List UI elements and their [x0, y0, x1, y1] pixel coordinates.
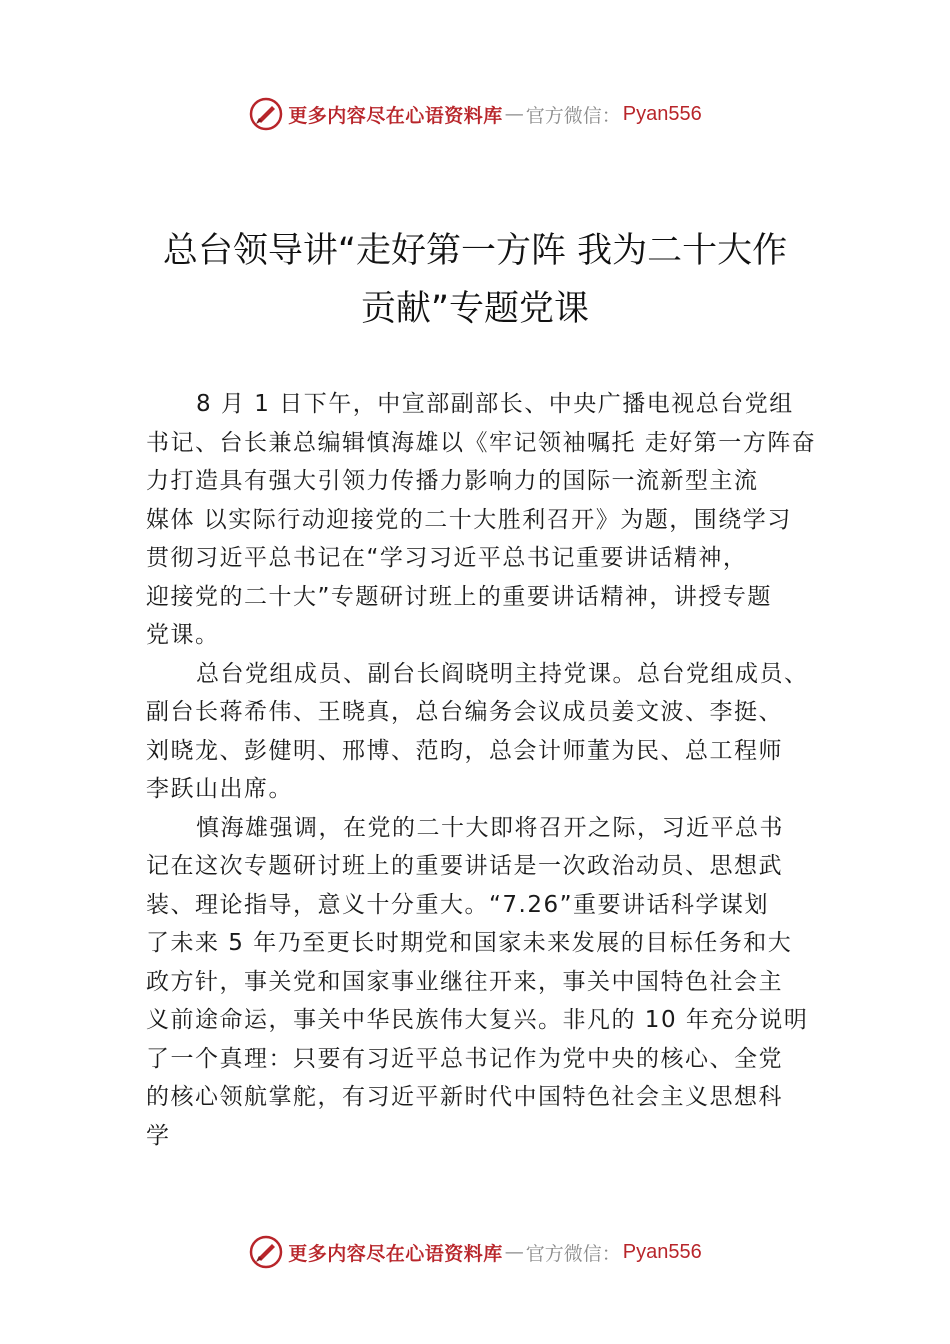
text-line: 贯彻习近平总书记在“学习习近平总书记重要讲话精神，	[146, 545, 748, 571]
footer-banner	[0, 1230, 950, 1274]
logo-icon	[248, 1234, 284, 1270]
article-body	[146, 385, 817, 1155]
text-line: 李跃山出席。	[146, 776, 293, 802]
text-line: 学	[146, 1122, 171, 1149]
text-line: 力打造具有强大引领力传播力影响力的国际一流新型主流	[146, 468, 759, 494]
text-line: 政方针，事关党和国家事业继往开来，事关中国特色社会主	[146, 968, 783, 995]
logo-icon	[248, 96, 284, 132]
text-line: 了一个真理：只要有习近平总书记作为党中央的核心、全党	[146, 1045, 783, 1072]
text-line: 刘晓龙、彭健明、邢博、范昀，总会计师董为民、总工程师	[146, 737, 783, 764]
banner-wechat-id: Pyan556	[622, 102, 702, 125]
header-banner	[0, 92, 950, 136]
banner-dash: —	[504, 103, 524, 125]
text-line: 书记、台长兼总编辑慎海雄以《牢记领袖嘱托 走好第一方阵奋	[146, 429, 817, 456]
text-line: 的核心领航掌舵，有习近平新时代中国特色社会主义思想科	[146, 1084, 783, 1110]
text-line: 记在这次专题研讨班上的重要讲话是一次政治动员、思想武	[146, 853, 783, 879]
banner-text: 更多内容尽在心语资料库	[288, 104, 503, 127]
title-line-2: 贡献”专题党课	[360, 289, 590, 329]
text-line: 总台党组成员、副台长阎晓明主持党课。总台党组成员、	[196, 660, 809, 687]
text-line: 装、理论指导，意义十分重大。“7.26”重要讲话科学谋划	[146, 891, 770, 918]
text-line: 了未来 5 年乃至更长时期党和国家未来发展的目标任务和大	[146, 930, 793, 956]
text-line: 党课。	[146, 622, 220, 648]
page-title	[140, 222, 810, 338]
text-line: 迎接党的二十大”专题研讨班上的重要讲话精神，讲授专题	[146, 583, 772, 610]
text-line: 媒体 以实际行动迎接党的二十大胜利召开》为题，围绕学习	[146, 506, 792, 533]
paragraph-3	[146, 809, 809, 1156]
banner-text: 更多内容尽在心语资料库	[288, 1242, 503, 1265]
banner-wechat-label: 官方微信：	[525, 1242, 621, 1265]
banner-wechat-id: Pyan556	[622, 1240, 702, 1263]
paragraph-1	[146, 385, 817, 655]
banner-wechat-label: 官方微信：	[525, 104, 621, 127]
text-line: 义前途命运，事关中华民族伟大复兴。非凡的 10 年充分说明	[146, 1007, 809, 1033]
text-line: 8 月 1 日下午，中宣部副部长、中央广播电视总台党组	[196, 391, 794, 417]
paragraph-2	[146, 655, 809, 809]
banner-dash: —	[504, 1241, 524, 1263]
text-line: 慎海雄强调，在党的二十大即将召开之际，习近平总书	[196, 814, 784, 841]
text-line: 副台长蒋希伟、王晓真，总台编务会议成员姜文波、李挺、	[146, 699, 783, 725]
title-line-1: 总台领导讲“走好第一方阵 我为二十大作	[162, 231, 788, 271]
